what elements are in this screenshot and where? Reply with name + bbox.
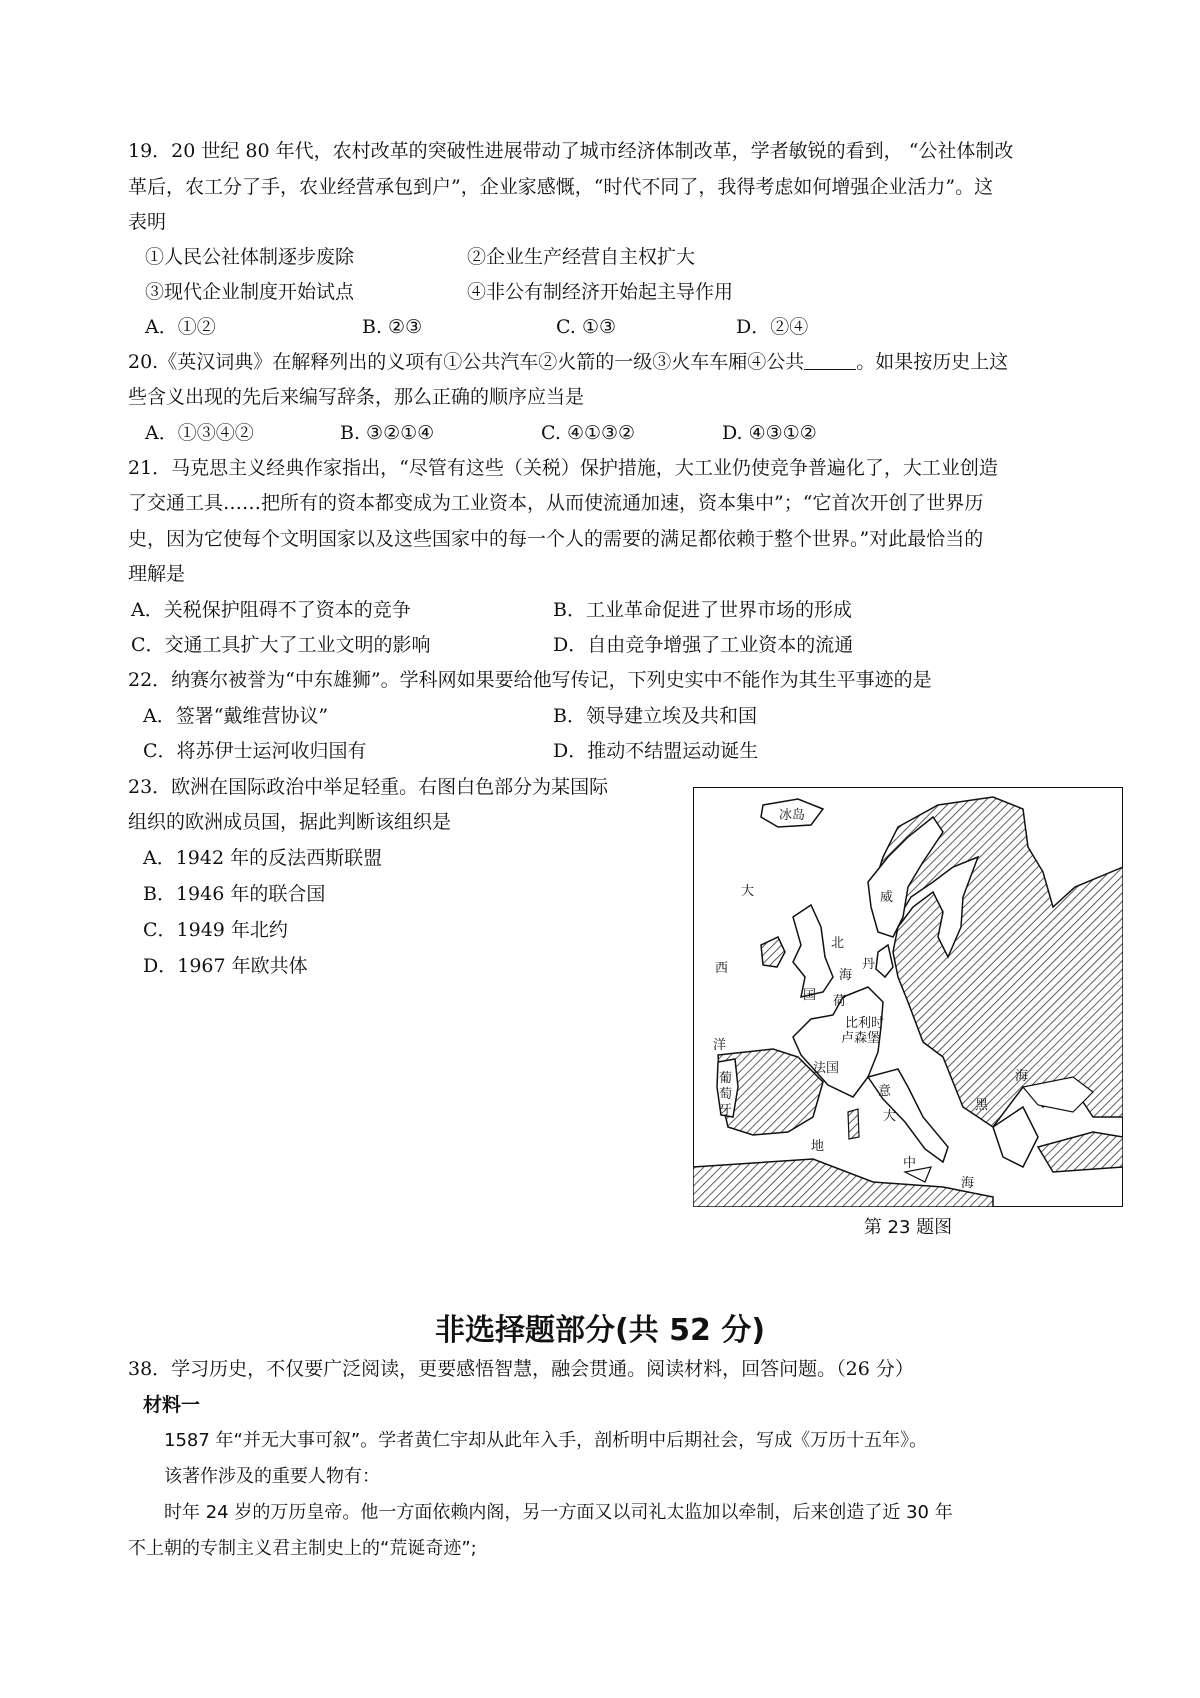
label-italy-1: 意 — [878, 1084, 892, 1099]
q22-choice-a: A．签署“戴维营协议” — [143, 705, 329, 727]
q22-choice-c: C．将苏伊士运河收归国有 — [143, 740, 367, 762]
q19-choice-a: A．①② — [145, 316, 216, 338]
europe-map — [693, 787, 1123, 1207]
label-portugal-3: 牙 — [719, 1103, 733, 1118]
q20-line-2: 些含义出现的先后来编写辞条，那么正确的顺序应当是 — [128, 386, 585, 408]
q19-choice-c: C. ①③ — [556, 316, 617, 338]
q22-choice-b: B．领导建立埃及共和国 — [553, 705, 757, 727]
label-belgium: 比利时 — [845, 1016, 885, 1031]
q23-choice-c: C．1949 年北约 — [143, 919, 288, 941]
q23-choice-d: D．1967 年欧共体 — [143, 955, 308, 977]
q38-material-line-1: 1587 年“并无大事可叙”。学者黄仁宇却从此年入手，剖析明中后期社会，写成《万历十五年》。 — [164, 1430, 928, 1451]
q20-choice-b: B. ③②①④ — [340, 422, 435, 444]
label-portugal-2: 萄 — [719, 1087, 733, 1102]
map-caption: 第 23 题图 — [863, 1217, 953, 1238]
label-netherlands: 荷 — [833, 994, 847, 1009]
q21-choice-b: B．工业革命促进了世界市场的形成 — [553, 599, 852, 621]
q19-option-4: ④非公有制经济开始起主导作用 — [467, 281, 734, 303]
label-uk: 国 — [803, 988, 817, 1003]
q19-choice-b: B. ②③ — [362, 316, 423, 338]
q23-choice-a: A．1942 年的反法西斯联盟 — [143, 847, 383, 869]
label-black-sea-1: 黑 — [975, 1098, 989, 1113]
label-atlantic-3: 洋 — [713, 1038, 727, 1053]
label-iceland: 冰岛 — [779, 808, 806, 823]
q22-line-1: 22．纳赛尔被誉为“中东雄狮”。学科网如果要给他写传记，下列史实中不能作为其生平事迹的是 — [128, 669, 932, 691]
q38-line-1: 38．学习历史，不仅要广泛阅读，更要感悟智慧，融会贯通。阅读材料，回答问题。（26 分） — [128, 1358, 914, 1380]
q20-line-1 — [128, 349, 1008, 375]
label-med-1: 地 — [811, 1139, 825, 1154]
label-portugal-1: 葡 — [719, 1071, 733, 1086]
q21-line-4: 理解是 — [128, 563, 186, 585]
q20-line-1-pre: 20.《英汉词典》在解释列出的义项有①公共汽车②火箭的一级③火车车厢④公共 — [128, 351, 805, 373]
q38-material-line-2: 该著作涉及的重要人物有： — [164, 1466, 380, 1487]
label-med-2: 中 — [903, 1156, 917, 1171]
label-north-sea-1: 北 — [831, 936, 845, 951]
q23-line-2: 组织的欧洲成员国，据此判断该组织是 — [128, 811, 452, 833]
label-italy-2: 大 — [883, 1109, 897, 1124]
label-atlantic-2: 西 — [715, 961, 729, 976]
europe-map-figure — [693, 787, 1123, 1207]
label-norway: 威 — [880, 890, 894, 905]
q19-line-3: 表明 — [128, 211, 167, 233]
q19-line-1: 19．20 世纪 80 年代，农村改革的突破性进展带动了城市经济体制改革，学者敏锐的看到， “公社体制改 — [128, 140, 1014, 162]
q19-line-2: 革后，农工分了手，农业经营承包到户”，企业家感慨，“时代不同了，我得考虑如何增强企业活力”。这 — [128, 176, 994, 198]
section-title: 非选择题部分(共 52 分) — [434, 1313, 766, 1348]
label-black-sea-2: 海 — [1015, 1069, 1029, 1084]
q38-material-label: 材料一 — [143, 1394, 201, 1416]
q19-option-3: ③现代企业制度开始试点 — [145, 281, 355, 303]
q21-line-1: 21．马克思主义经典作家指出，“尽管有这些（关税）保护措施，大工业仍使竞争普遍化了，大工业创造 — [128, 457, 998, 479]
label-denmark: 丹 — [862, 957, 876, 972]
q38-material-line-3: 时年 24 岁的万历皇帝。他一方面依赖内阁，另一方面又以司礼太监加以牵制，后来创造了近 30 年 — [164, 1502, 953, 1523]
label-atlantic-1: 大 — [741, 884, 755, 899]
q21-line-3: 史，因为它使每个文明国家以及这些国家中的每一个人的需要的满足都依赖于整个世界。”对此最恰当的 — [128, 528, 984, 550]
q19-option-1: ①人民公社体制逐步废除 — [145, 246, 355, 268]
q19-option-2: ②企业生产经营自主权扩大 — [467, 246, 696, 268]
sardinia-shape — [848, 1109, 859, 1139]
q20-answer-blank — [804, 351, 856, 370]
q20-line-1-post: 。如果按历史上这 — [856, 351, 1009, 373]
q21-choice-a: A．关税保护阻碍不了资本的竞争 — [131, 599, 411, 621]
label-north-sea-2: 海 — [839, 968, 853, 983]
label-med-3: 海 — [961, 1176, 975, 1191]
q21-choice-c: C．交通工具扩大了工业文明的影响 — [131, 634, 431, 656]
label-luxembourg: 卢森堡 — [841, 1031, 881, 1046]
q38-material-line-4: 不上朝的专制主义君主制史上的“荒诞奇迹”; — [128, 1538, 477, 1559]
q23-line-1: 23．欧洲在国际政治中举足轻重。右图白色部分为某国际 — [128, 776, 609, 798]
label-france: 法国 — [813, 1061, 840, 1076]
q21-choice-d: D．自由竞争增强了工业资本的流通 — [553, 634, 854, 656]
q21-line-2: 了交通工具……把所有的资本都变成为工业资本，从而使流通加速，资本集中”；“它首次开创了世界历 — [128, 492, 984, 514]
q20-choice-c: C. ④①③② — [541, 422, 636, 444]
q23-choice-b: B．1946 年的联合国 — [143, 883, 326, 905]
q20-choice-d: D. ④③①② — [722, 422, 817, 444]
q22-choice-d: D．推动不结盟运动诞生 — [553, 740, 759, 762]
q20-choice-a: A．①③④② — [145, 422, 254, 444]
q19-choice-d: D．②④ — [736, 316, 809, 338]
